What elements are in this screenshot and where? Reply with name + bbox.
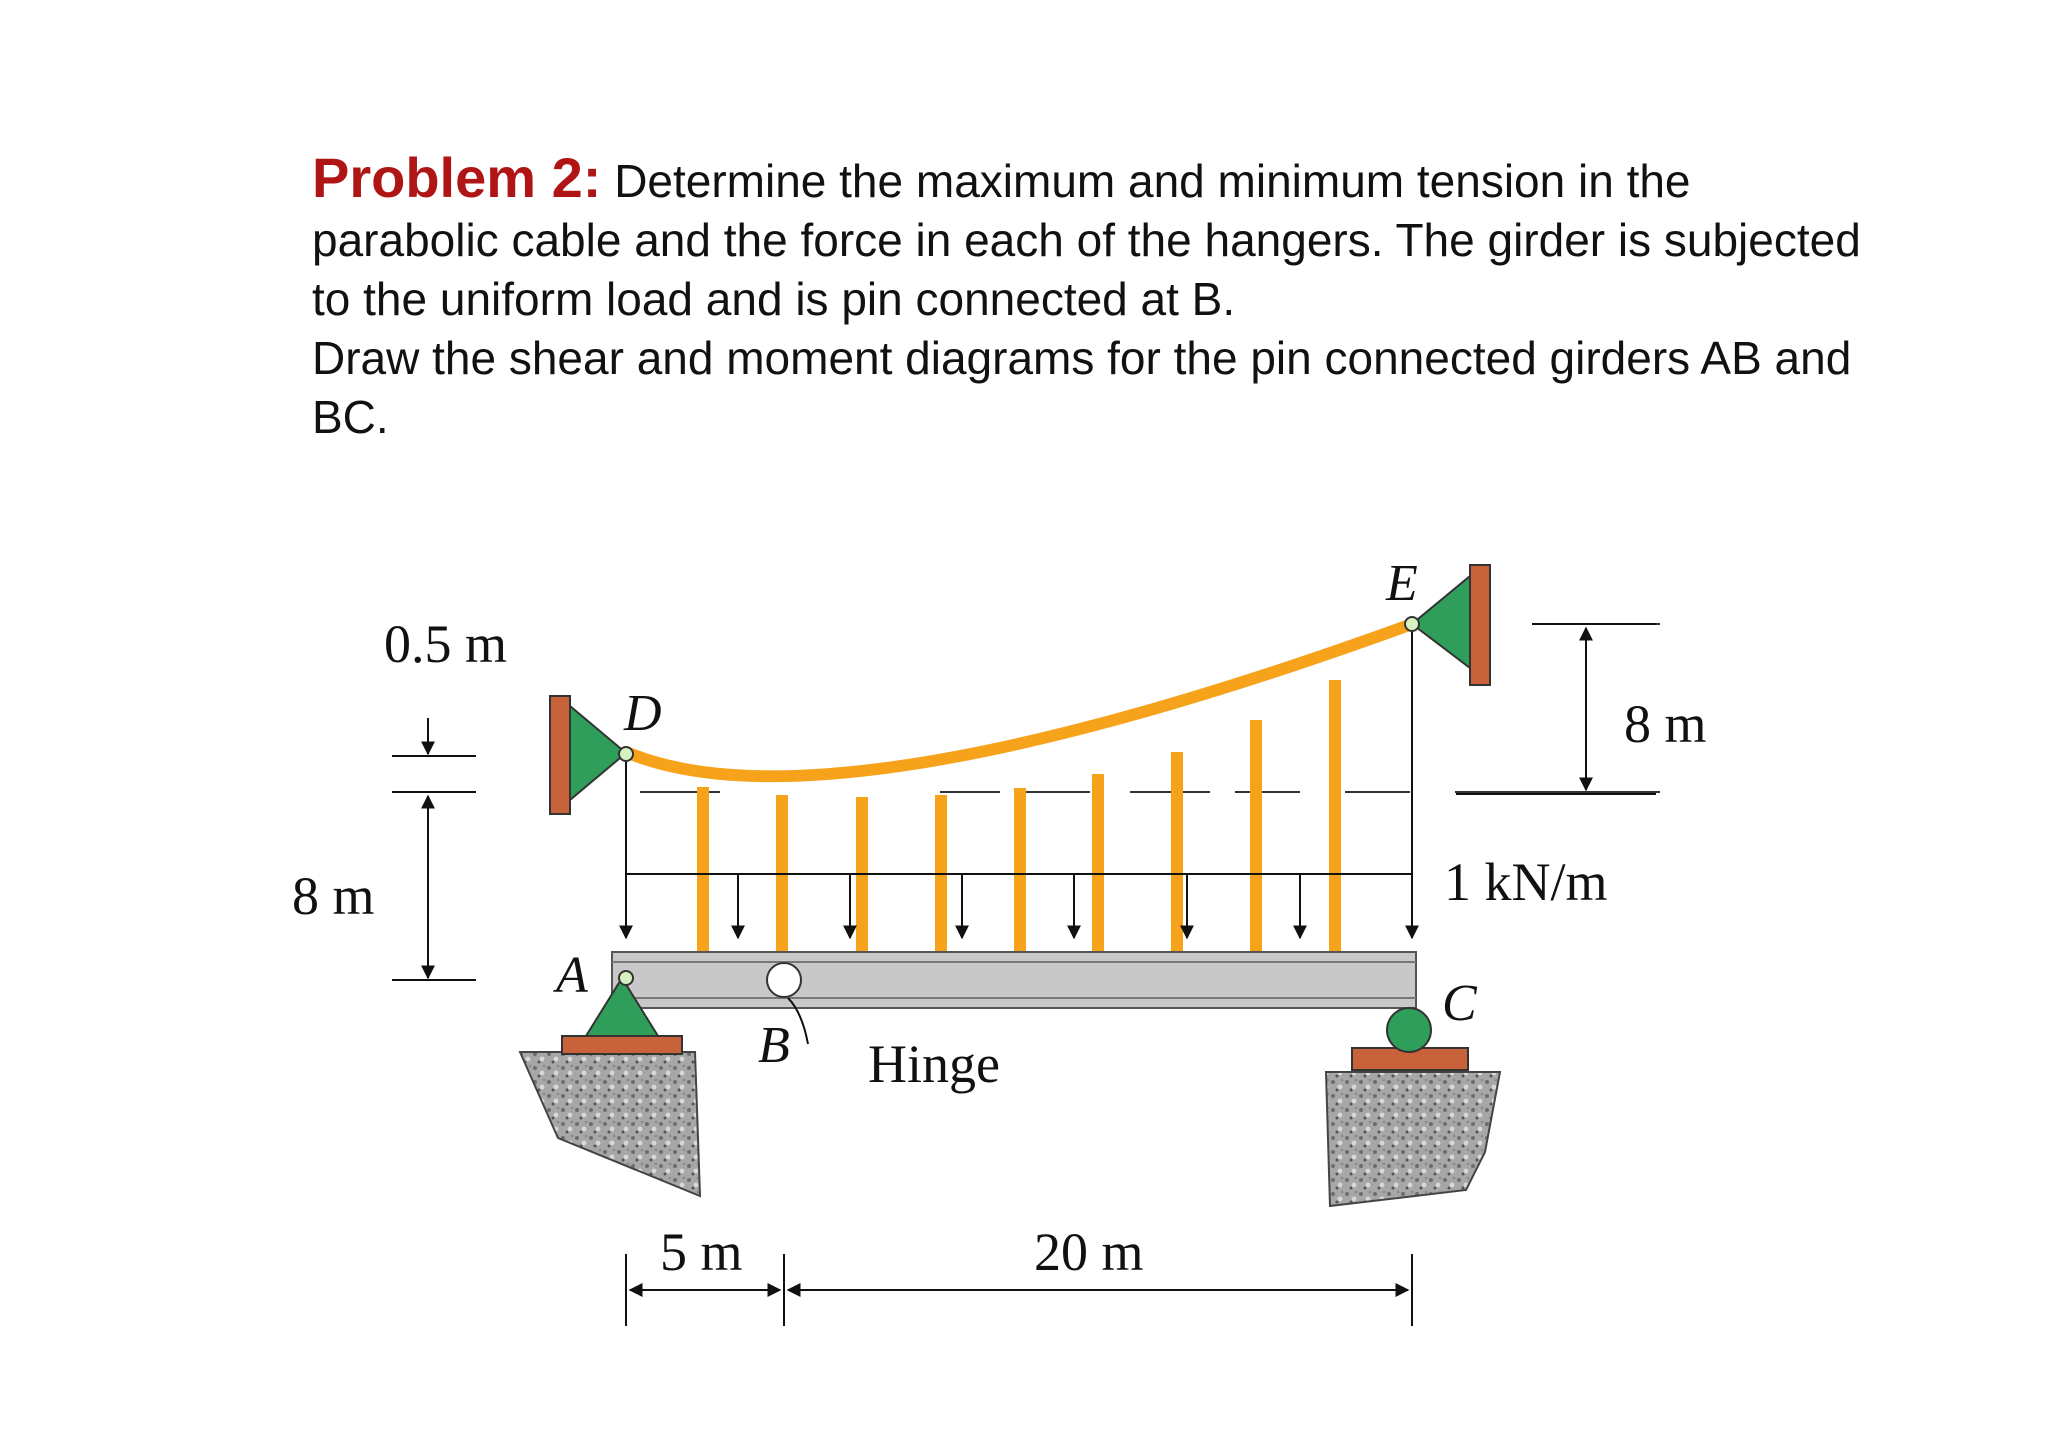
label-c: C — [1442, 975, 1477, 1032]
label-e: E — [1386, 555, 1418, 612]
label-d: D — [624, 685, 662, 742]
support-d — [550, 696, 633, 814]
problem-instruction: Draw the shear and moment diagrams for the pin connected girders AB and BC. — [312, 332, 1852, 443]
load-label: 1 kN/m — [1444, 852, 1608, 912]
dim-left-height: 8 m — [292, 866, 375, 926]
dim-right-height: 8 m — [1624, 694, 1707, 754]
label-b: B — [758, 1017, 790, 1074]
bottom-dimension — [626, 1254, 1412, 1326]
support-c — [1326, 1008, 1500, 1206]
parabolic-cable — [626, 624, 1412, 776]
hangers — [703, 680, 1335, 952]
label-a: A — [556, 947, 588, 1004]
dim-ab-span: 5 m — [660, 1222, 743, 1282]
left-dimension — [392, 718, 476, 980]
problem-heading: Problem 2: — [312, 146, 602, 209]
hinge-b — [767, 963, 801, 997]
hinge-label: Hinge — [868, 1034, 1000, 1094]
dim-sag-offset: 0.5 m — [384, 614, 508, 674]
dim-bc-span: 20 m — [1034, 1222, 1144, 1282]
girder — [612, 952, 1416, 1008]
problem-statement-text: Determine the maximum and minimum tension in the parabolic cable and the force in each of the hangers. The girder is subjected to the uniform load and is pin connected at B. — [312, 155, 1861, 325]
